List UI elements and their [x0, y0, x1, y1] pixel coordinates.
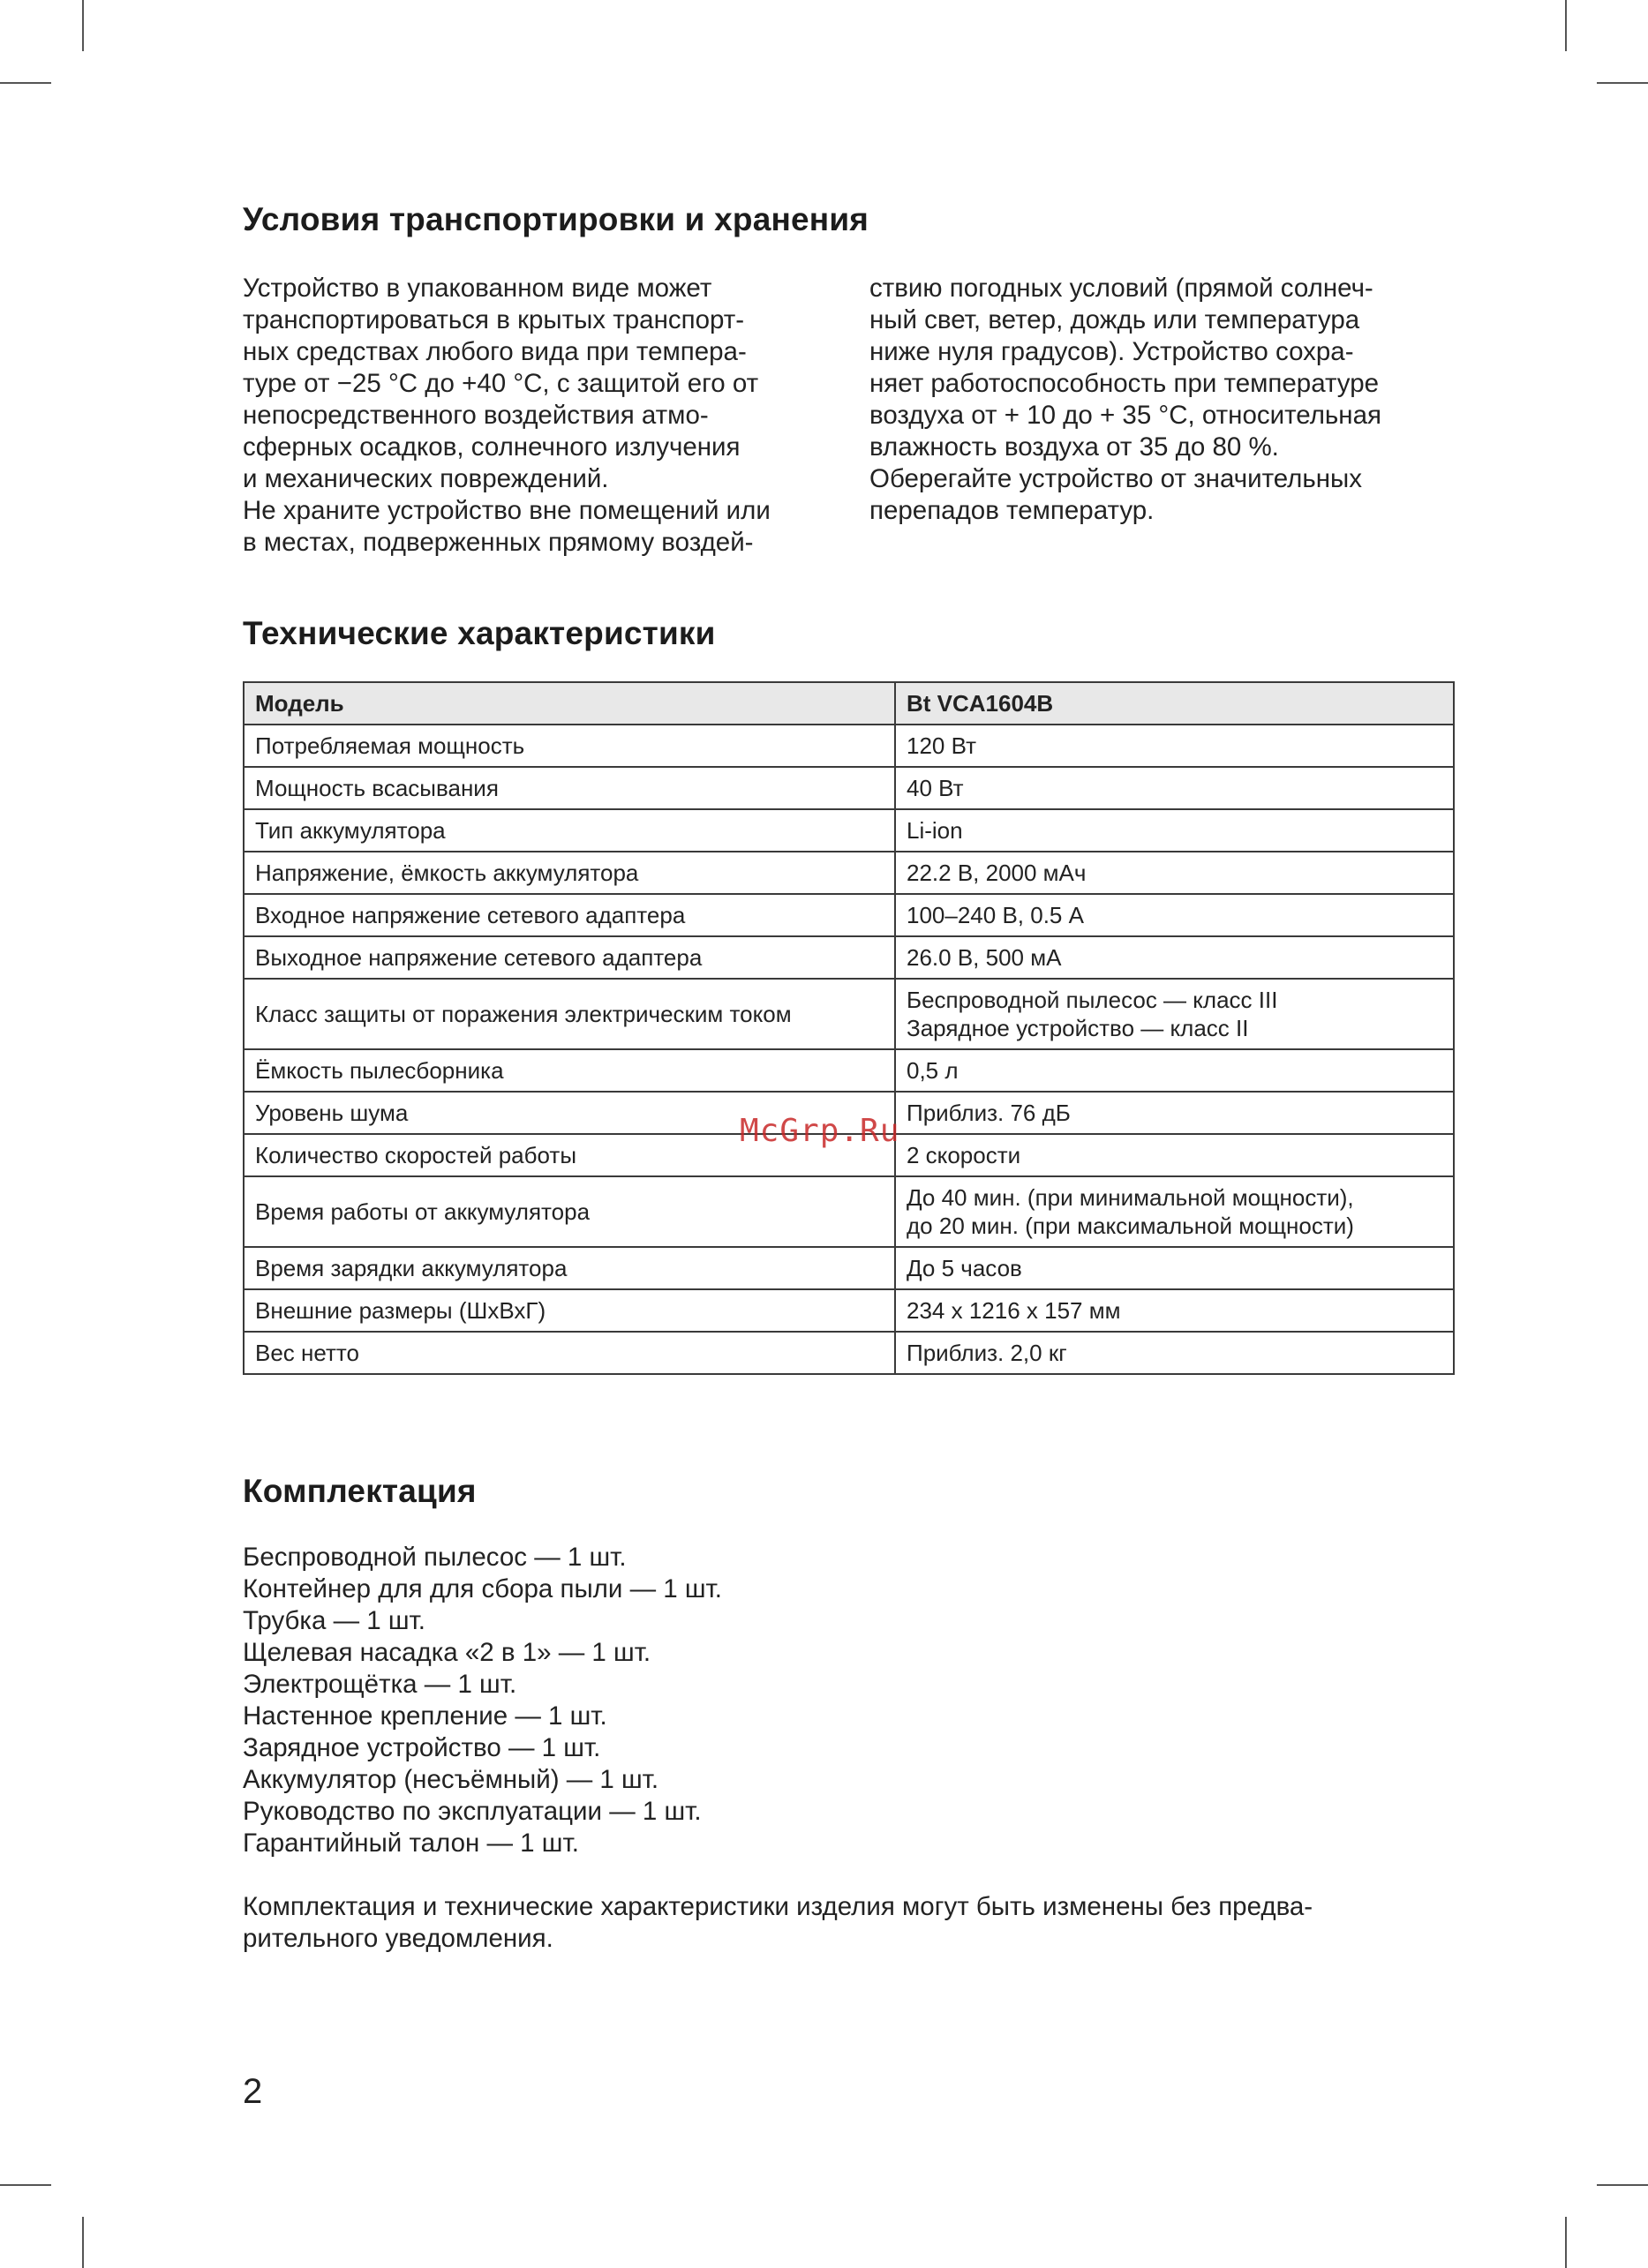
spec-value-line: Беспроводной пылесос — класс III: [907, 987, 1278, 1013]
text-line: Оберегайте устройство от значительных: [869, 464, 1363, 493]
text-line: ный свет, ветер, дождь или температура: [869, 305, 1360, 334]
list-item: Настенное крепление — 1 шт.: [243, 1701, 607, 1731]
spec-param: Напряжение, ёмкость аккумулятора: [244, 852, 895, 894]
specs-header-row: [244, 682, 1454, 725]
spec-value-line: до 20 мин. (при максимальной мощности): [907, 1213, 1354, 1239]
specs-header-value: Bt VCA1604B: [895, 682, 1454, 725]
spec-value: [895, 894, 1454, 936]
spec-value: [895, 1092, 1454, 1134]
text-line: транспортироваться в крытых транспорт-: [243, 305, 745, 334]
spec-param: Ёмкость пылесборника: [244, 1049, 895, 1092]
spec-value-line: 26.0 В, 500 мА: [907, 944, 1062, 971]
spec-param: Класс защиты от поражения электрическим током: [244, 979, 895, 1049]
table-row: [244, 767, 1454, 809]
text-line: воздуха от + 10 до + 35 °C, относительная: [869, 401, 1381, 430]
text-line: туре от −25 °C до +40 °C, с защитой его от: [243, 369, 759, 398]
table-row: [244, 979, 1454, 1049]
table-row: [244, 894, 1454, 936]
spec-value-line: 2 скорости: [907, 1142, 1021, 1168]
spec-value: [895, 936, 1454, 979]
spec-value-line: 234 x 1216 x 157 мм: [907, 1297, 1121, 1324]
spec-param: Мощность всасывания: [244, 767, 895, 809]
table-row: [244, 1176, 1454, 1247]
table-row: [244, 1332, 1454, 1374]
page-number: 2: [243, 2072, 263, 2111]
spec-param: Внешние размеры (ШхВхГ): [244, 1289, 895, 1332]
kit-note: [243, 1891, 1313, 1955]
text-line: в местах, подверженных прямому воздей-: [243, 528, 754, 557]
spec-value: [895, 979, 1454, 1049]
table-row: [244, 1049, 1454, 1092]
table-row: [244, 1247, 1454, 1289]
spec-param: Время работы от аккумулятора: [244, 1176, 895, 1247]
spec-param: Тип аккумулятора: [244, 809, 895, 852]
watermark: McGrp.Ru: [740, 1113, 900, 1149]
spec-param: Вес нетто: [244, 1332, 895, 1374]
spec-value: [895, 1049, 1454, 1092]
text-line: влажность воздуха от 35 до 80 %.: [869, 432, 1279, 462]
table-row: [244, 1289, 1454, 1332]
table-row: [244, 936, 1454, 979]
spec-value: [895, 767, 1454, 809]
kit-title: Комплектация: [243, 1473, 477, 1509]
text-line: Устройство в упакованном виде может: [243, 274, 712, 303]
spec-param: Выходное напряжение сетевого адаптера: [244, 936, 895, 979]
spec-value-line: 100–240 В, 0.5 А: [907, 902, 1084, 928]
list-item: Гарантийный талон — 1 шт.: [243, 1829, 579, 1858]
text-line: няет работоспособность при температуре: [869, 369, 1380, 398]
spec-value-line: 120 Вт: [907, 732, 976, 759]
spec-param: Входное напряжение сетевого адаптера: [244, 894, 895, 936]
list-item: Контейнер для для сбора пыли — 1 шт.: [243, 1574, 722, 1603]
table-row: [244, 852, 1454, 894]
specs-title: Технические характеристики: [243, 615, 716, 651]
transport-text-left: [243, 273, 825, 559]
spec-value: [895, 1176, 1454, 1247]
text-line: непосредственного воздействия атмо-: [243, 401, 709, 430]
spec-value: [895, 852, 1454, 894]
spec-value-line: До 5 часов: [907, 1255, 1022, 1281]
spec-param: Потребляемая мощность: [244, 725, 895, 767]
note-line: рительного уведомления.: [243, 1924, 553, 1953]
crop-mark: [1597, 82, 1648, 84]
spec-value-line: 40 Вт: [907, 775, 964, 801]
spec-param: Уровень шума: [244, 1092, 895, 1134]
spec-value-line: Li-ion: [907, 817, 963, 844]
list-item: Щелевая насадка «2 в 1» — 1 шт.: [243, 1638, 651, 1667]
kit-list: [243, 1542, 722, 1859]
table-row: [244, 725, 1454, 767]
text-line: ных средствах любого вида при темпера-: [243, 337, 747, 366]
text-line: ствию погодных условий (прямой солнеч-: [869, 274, 1373, 303]
crop-mark: [1565, 0, 1567, 51]
text-line: и механических повреждений.: [243, 464, 609, 493]
spec-value-line: Приблиз. 2,0 кг: [907, 1340, 1067, 1366]
table-row: [244, 809, 1454, 852]
specs-header-param: Модель: [244, 682, 895, 725]
spec-value-line: До 40 мин. (при минимальной мощности),: [907, 1184, 1354, 1211]
transport-text-right: [869, 273, 1452, 527]
text-line: сферных осадков, солнечного излучения: [243, 432, 741, 462]
specs-table: [243, 681, 1455, 1375]
crop-mark: [1565, 2217, 1567, 2268]
spec-value: [895, 725, 1454, 767]
spec-value-line: Приблиз. 76 дБ: [907, 1100, 1071, 1126]
crop-mark: [0, 2184, 51, 2186]
list-item: Зарядное устройство — 1 шт.: [243, 1733, 601, 1762]
text-line: ниже нуля градусов). Устройство сохра-: [869, 337, 1354, 366]
note-line: Комплектация и технические характеристики изделия могут быть изменены без предва-: [243, 1892, 1313, 1921]
spec-value: [895, 809, 1454, 852]
spec-value-line: 22.2 В, 2000 мАч: [907, 860, 1087, 886]
crop-mark: [82, 0, 84, 51]
spec-value-line: Зарядное устройство — класс II: [907, 1015, 1249, 1041]
spec-value: [895, 1289, 1454, 1332]
text-line: перепадов температур.: [869, 496, 1155, 525]
list-item: Беспроводной пылесос — 1 шт.: [243, 1543, 627, 1572]
spec-param: Время зарядки аккумулятора: [244, 1247, 895, 1289]
spec-value: [895, 1332, 1454, 1374]
spec-value: [895, 1247, 1454, 1289]
transport-title: Условия транспортировки и хранения: [243, 201, 869, 237]
crop-mark: [82, 2217, 84, 2268]
list-item: Трубка — 1 шт.: [243, 1606, 425, 1635]
text-line: Не храните устройство вне помещений или: [243, 496, 771, 525]
spec-value-line: 0,5 л: [907, 1057, 959, 1084]
crop-mark: [1597, 2184, 1648, 2186]
list-item: Аккумулятор (несъёмный) — 1 шт.: [243, 1765, 659, 1794]
spec-param: Количество скоростей работы: [244, 1134, 895, 1176]
list-item: Руководство по эксплуатации — 1 шт.: [243, 1797, 702, 1826]
list-item: Электрощётка — 1 шт.: [243, 1670, 517, 1699]
spec-value: [895, 1134, 1454, 1176]
crop-mark: [0, 82, 51, 84]
